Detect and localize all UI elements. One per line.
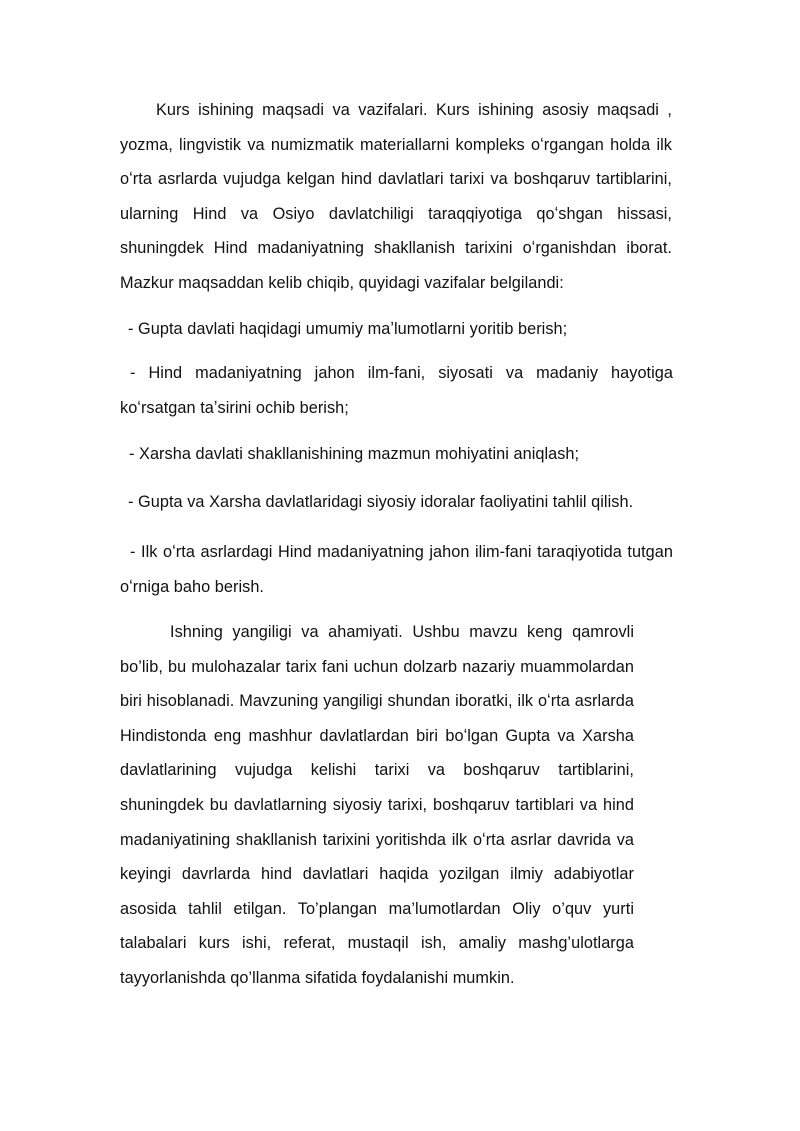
novelty-paragraph: Ishning yangiligi va ahamiyati. Ushbu mavzu keng qamrovli bo’lib, bu mulohazalar tarix fani uchun dolzarb nazariy muammolardan biri hisoblanadi. Mavzuning yangiligi shundan iboratki, ilk oʻrta asrlarda Hindistonda eng mashhur davlatlardan biri boʻlgan Gupta va Xarsha davlatlarining vujudga kelishi tarixi va boshqaruv tartiblarini, shuningdek bu davlatlarning siyosiy tarixi, boshqaruv tartiblari va hind madaniyatining shakllanish tarixini yoritishda ilk oʻrta asrlar davrida va keyingi davrlarda hind davlatlari haqida yozilgan ilmiy adabiyotlar asosida tahlil etilgan. To’plangan ma’lumotlardan Oliy o’quv yurti talabalari kurs ishi, referat, mustaqil ish, amaliy mashg’ulotlarga tayyorlanishda qo’llanma sifatida foydalanishi mumkin.	[120, 623, 634, 987]
intro-paragraph: Kurs ishining maqsadi va vazifalari. Kurs ishining asosiy maqsadi , yozma, lingvistik va numizmatik materiallarni kompleks oʻrgangan holda ilk oʻrta asrlarda vujudga kelgan hind davlatlari tarixi va boshqaruv tartiblarini, ularning Hind va Osiyo davlatchiligi taraqqiyotiga qoʻshgan hissasi, shuningdek Hind madaniyatning shakllanish tarixini oʻrganishdan iborat. Mazkur maqsaddan kelib chiqib, quyidagi vazifalar belgilandi:	[120, 101, 672, 292]
task-item-5: - Ilk oʻrta asrlardagi Hind madaniyatning jahon ilim-fani taraqiyotida tutgan oʻrniga baho berish.	[120, 543, 673, 596]
task-item-2: - Hind madaniyatning jahon ilm-fani, siyosati va madaniy hayotiga koʻrsatgan taʼsirini ochib berish;	[120, 364, 673, 417]
task-item-1: - Gupta davlati haqidagi umumiy maʼlumotlarni yoritib berish;	[128, 320, 568, 338]
task-item-3: - Xarsha davlati shakllanishining mazmun mohiyatini aniqlash;	[129, 445, 580, 463]
task-item-4: - Gupta va Xarsha davlatlaridagi siyosiy idoralar faoliyatini tahlil qilish.	[128, 493, 634, 511]
